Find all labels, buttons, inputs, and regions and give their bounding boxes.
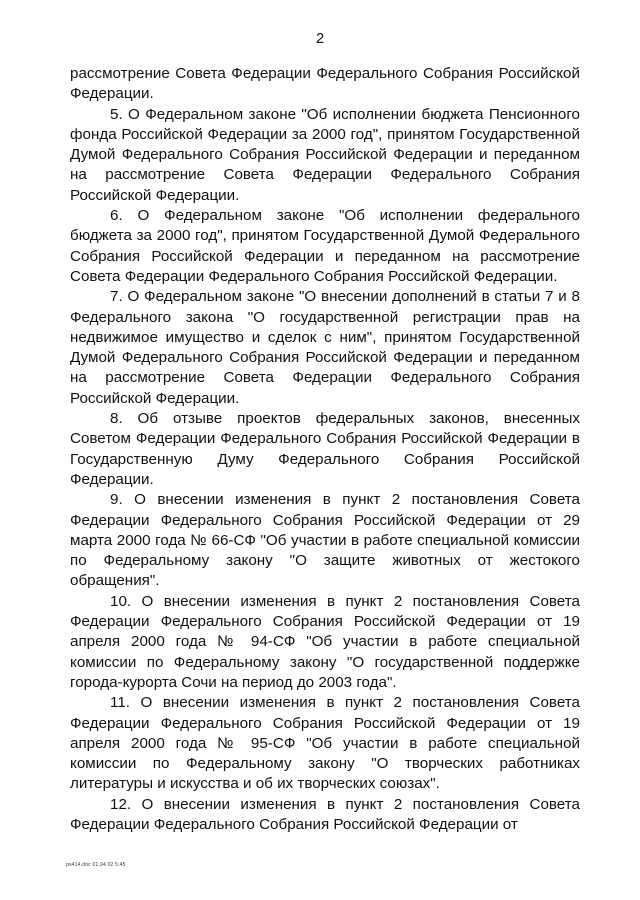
paragraph-continuation: рассмотрение Совета Федерации Федерального Собрания Российской Федерации. [70, 65, 580, 103]
agenda-item-12: 12. О внесении изменения в пункт 2 постановления Совета Федерации Федерального Собрания Российской Федерации от [70, 795, 580, 833]
page-number: 2 [315, 30, 325, 47]
agenda-item-11: 11. О внесении изменения в пункт 2 постановления Совета Федерации Федерального Собрания Российской Федерации от 19 апреля 2000 года № 95-СФ "Об участии в работе специальной комиссии по Федеральному закону "О творческих работниках литературы и искусства и об их творческих союзах". [70, 694, 580, 793]
agenda-item-9: 9. О внесении изменения в пункт 2 постановления Совета Федерации Федерального Собрания Российской Федерации от 29 марта 2000 года № 66-СФ "Об участии в работе специальной комиссии по Федеральному закону "О защите животных от жестокого обращения". [70, 491, 580, 590]
file-footer: ps414.doc 01.04.02 5:45 [66, 862, 126, 868]
agenda-item-10: 10. О внесении изменения в пункт 2 постановления Совета Федерации Федерального Собрания Российской Федерации от 19 апреля 2000 года № 94-СФ "Об участии в работе специальной комиссии по Федеральному закону "О государственной поддержке города-курорта Сочи на период до 2003 года". [70, 592, 580, 691]
agenda-item-5: 5. О Федеральном законе "Об исполнении бюджета Пенсионного фонда Российской Федерации за 2000 год", принятом Государственной Думой Федерального Собрания Российской Федерации и переданном на рассмотрение Совета Федерации Федерального Собрания Российской Федерации. [70, 105, 580, 204]
document-body [70, 64, 580, 835]
agenda-item-6: 6. О Федеральном законе "Об исполнении федерального бюджета за 2000 год", принятом Государственной Думой Федерального Собрания Российской Федерации и переданном на рассмотрение Совета Федерации Федерального Собрания Российской Федерации. [70, 207, 580, 285]
agenda-item-8: 8. Об отзыве проектов федеральных законов, внесенных Советом Федерации Федерального Собрания Российской Федерации в Государственную Думу Федерального Собрания Российской Федерации. [70, 410, 580, 488]
agenda-item-7: 7. О Федеральном законе "О внесении дополнений в статьи 7 и 8 Федерального закона "О государственной регистрации прав на недвижимое имущество и сделок с ним", принятом Государственной Думой Федерального Собрания Российской Федерации и переданном на рассмотрение Совета Федерации Федерального Собрания Российской Федерации. [70, 288, 580, 407]
